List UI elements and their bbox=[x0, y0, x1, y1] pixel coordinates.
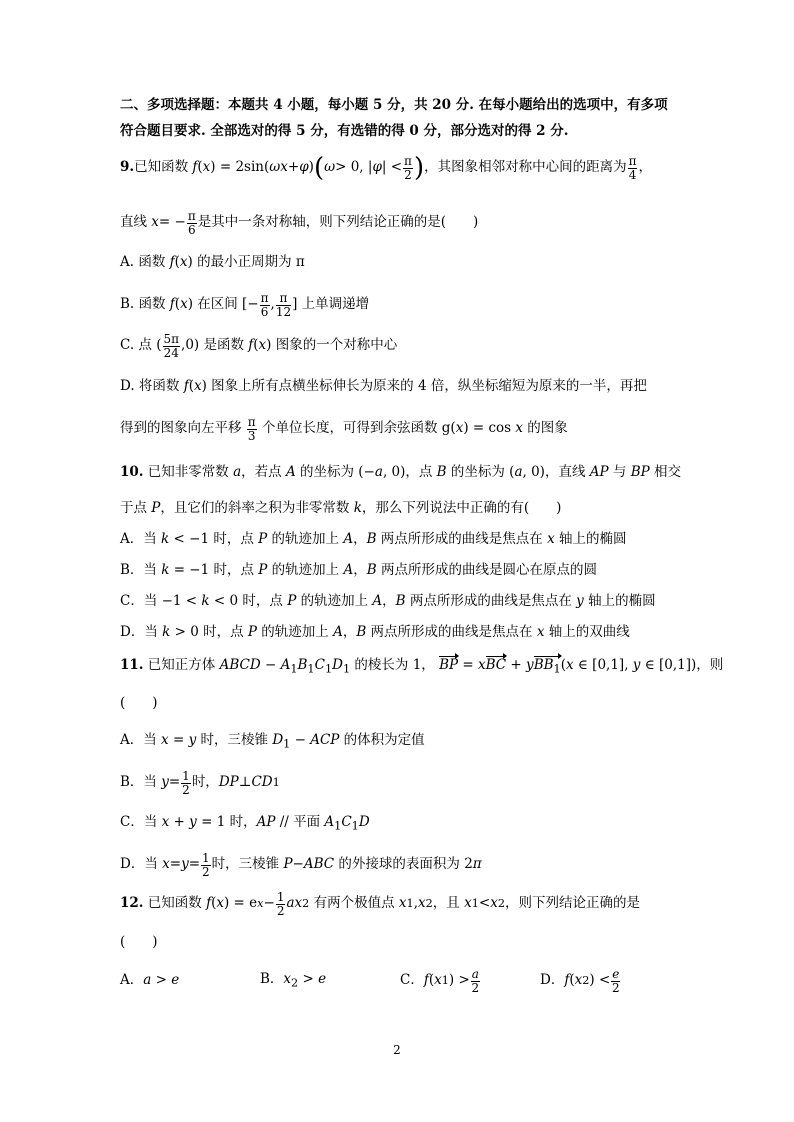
q9-stem-line-2: 直线 x = − $\frac{\pi}{6}$ 是其中一条对称轴，则下列结论正确的是( ) bbox=[120, 208, 479, 237]
q9-option-a: A. 函数 f(x) 的最小正周期为 π bbox=[120, 254, 305, 270]
q11-stem: 11. 已知正方体 ABCD − $A_1B_1C_1D_1$ 的棱长为 1， BP = xBC + yBB$_1$(x ∈ [0,1], y ∈ [0,1])，则 bbox=[120, 657, 724, 676]
q9-stem-line-1: 9. 已知函数 f ( x ) = 2sin( ωx + φ ) ( ω > 0, | φ | < $\frac{\pi}{2}$ ) ，其图象相邻对称中心间的距离为 $\frac{\pi}{4}$ ， bbox=[120, 153, 652, 183]
q9-option-d-line-2: 得到的图象向左平移 $\frac{\pi}{3}$ 个单位长度，可得到余弦函数 g( x ) = cos x 的图象 bbox=[120, 414, 568, 443]
q12-option-d: D． f ( x 2 ) < $\frac{e}{2}$ bbox=[540, 966, 620, 995]
q9-option-d-line-1: D. 将函数 f(x) 图象上所有点横坐标伸长为原来的 4 倍，纵坐标缩短为原来的一半，再把 bbox=[120, 378, 647, 394]
q9-option-c: C. 点 ( $\frac{5\pi}{24}$ ,0) 是函数 f ( x ) 图象的一个对称中心 bbox=[120, 331, 398, 360]
q12-stem: 12. 已知函数 f ( x ) = e x − $\frac{1}{2}$ ax 2 有两个极值点 x 1 , x 2 ，且 x 1 < x 2 ，则下列结论正确的是 bbox=[120, 889, 640, 918]
q11-answer-paren: ( ) bbox=[120, 695, 158, 711]
q12-option-c: C． f ( x 1 ) > $\frac{a}{2}$ bbox=[400, 966, 480, 995]
section-header-line-1: 二、多项选择题：本题共 4 小题，每小题 5 分，共 20 分. 在每小题给出的选项中，有多项 bbox=[120, 97, 668, 113]
q11-option-c: C．当 x + y = 1 时，AP // 平面 $A_1C_1D$ bbox=[120, 814, 370, 833]
q11-option-d: D．当 x = y = $\frac{1}{2}$ 时，三棱锥 P − ABC 的外接球的表面积为 2 π bbox=[120, 850, 482, 879]
q12-option-a: A．a > e bbox=[120, 972, 180, 989]
q10-option-a: A．当 k < −1 时，点 P 的轨迹加上 A，B 两点所形成的曲线是焦点在 x 轴上的椭圆 bbox=[120, 531, 627, 547]
q10-option-b: B．当 k = −1 时，点 P 的轨迹加上 A，B 两点所形成的曲线是圆心在原点的圆 bbox=[120, 562, 597, 578]
q11-option-b: B．当 y = $\frac{1}{2}$ 时， DP ⊥ CD 1 bbox=[120, 768, 280, 797]
q12-option-b: B．$x_2 > e$ bbox=[260, 971, 327, 990]
q10-option-c: C．当 −1 < k < 0 时，点 P 的轨迹加上 A，B 两点所形成的曲线是焦点在 y 轴上的椭圆 bbox=[120, 593, 656, 609]
section-header-line-2: 符合题目要求. 全部选对的得 5 分，有选错的得 0 分，部分选对的得 2 分. bbox=[120, 123, 569, 139]
q10-stem-line-1: 10. 已知非零常数 a，若点 A 的坐标为 (−a, 0)，点 B 的坐标为 (a, 0)，直线 AP 与 BP 相交 bbox=[120, 464, 681, 480]
q10-option-d: D．当 k > 0 时，点 P 的轨迹加上 A，B 两点所形成的曲线是焦点在 x 轴上的双曲线 bbox=[120, 624, 630, 640]
q9-option-b: B. 函数 f ( x ) 在区间 [− $\frac{\pi}{6}$ , $\frac{\pi}{12}$ ] 上单调递增 bbox=[120, 290, 370, 319]
q12-options bbox=[120, 964, 621, 998]
q12-answer-paren: ( ) bbox=[120, 934, 158, 950]
q11-option-a: A．当 x = y 时，三棱锥 $D_1$ − ACP 的体积为定值 bbox=[120, 732, 425, 751]
q10-stem-line-2: 于点 P，且它们的斜率之积为非零常数 k，那么下列说法中正确的有( ) bbox=[120, 500, 562, 516]
page-number: 2 bbox=[393, 1043, 401, 1057]
